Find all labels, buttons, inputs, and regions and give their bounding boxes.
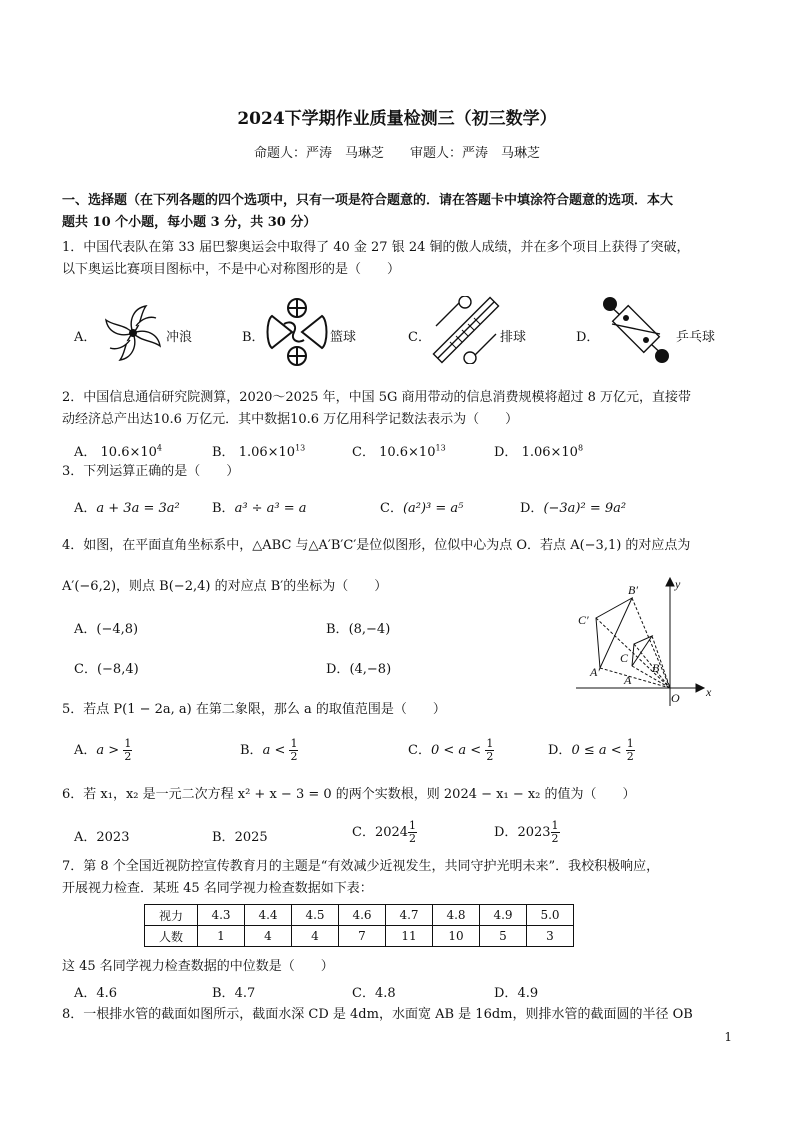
option-base: 1.06×10 <box>521 445 578 460</box>
q7-option-d <box>494 982 538 1001</box>
surfing-icon <box>100 300 166 366</box>
q4-line-1: 4．如图，在平面直角坐标系中，△ABC 与△A′B′C′是位似图形，位似中心为点 O．若点 A(−3,1) 的对应点为 <box>62 538 691 553</box>
q5-option-c <box>408 738 494 763</box>
option-value: 4.9 <box>517 986 539 1001</box>
option-expression: (−4,8) <box>96 622 139 637</box>
table-cell: 4.6 <box>339 905 386 926</box>
option-expression: (a²)³ = a⁵ <box>402 501 464 516</box>
fraction-denominator: 2 <box>409 832 417 845</box>
option-letter: A． <box>74 986 97 1001</box>
option-letter: A． <box>74 622 97 637</box>
fraction-numerator: 1 <box>626 737 634 750</box>
option-letter: D． <box>548 743 572 758</box>
option-label: 排球 <box>500 330 527 345</box>
fraction-denominator: 2 <box>290 750 298 763</box>
table-cell: 人数 <box>145 926 198 947</box>
fraction-numerator: 1 <box>551 819 559 832</box>
option-label: 乒乓球 <box>676 330 716 345</box>
option-expression: (8,−4) <box>348 622 391 637</box>
table-cell: 4.8 <box>433 905 480 926</box>
axis-label-y: y <box>675 577 681 591</box>
q1-line-1: 1．中国代表队在第 33 届巴黎奥运会中取得了 40 金 27 银 24 铜的傲人成绩，并在多个项目上获得了突破， <box>62 240 690 255</box>
option-letter: D． <box>494 825 518 840</box>
option-value: 2024 <box>374 825 409 840</box>
option-expression: a < <box>262 743 286 758</box>
option-letter: A． <box>74 743 97 758</box>
point-label-c: C <box>620 651 629 665</box>
table-cell: 4.5 <box>292 905 339 926</box>
table-cell: 4.7 <box>386 905 433 926</box>
q4-option-c <box>74 658 139 677</box>
table-cell: 11 <box>386 926 433 947</box>
vision-data-table <box>144 904 574 947</box>
q2-line-2: 动经济总产出达10.6 万亿元．其中数据10.6 万亿用科学记数法表示为（ ） <box>62 412 519 427</box>
option-label: 篮球 <box>330 330 357 345</box>
section-heading-line-1: 一、选择题（在下列各题的四个选项中，只有一项是符合题意的．请在答题卡中填涂符合题意的选项．本大 <box>62 193 674 208</box>
option-letter: A． <box>74 501 97 516</box>
volleyball-icon <box>432 296 500 364</box>
q5-stem: 5．若点 P(1 − 2a, a) 在第二象限，那么 a 的取值范围是（ ） <box>62 702 446 717</box>
q6-option-a <box>74 826 129 845</box>
option-letter: C． <box>352 986 375 1001</box>
q7-option-b <box>212 982 255 1001</box>
q2-option-a <box>74 441 162 460</box>
option-expression: (4,−8) <box>349 662 392 677</box>
option-expression: a³ ÷ a³ = a <box>234 501 307 516</box>
q7-option-c <box>352 982 396 1001</box>
option-expression: (−8,4) <box>96 662 139 677</box>
option-letter: B． <box>240 743 263 758</box>
option-exponent: 13 <box>295 443 306 453</box>
q3-option-c <box>380 497 463 516</box>
option-letter: A． <box>74 830 97 845</box>
table-row <box>145 926 574 947</box>
option-letter: D． <box>494 445 518 460</box>
option-expression: 0 ≤ a < <box>571 743 622 758</box>
option-expression: (−3a)² = 9a² <box>543 501 627 516</box>
option-expression: 0 < a < <box>430 743 482 758</box>
option-letter: C． <box>380 501 403 516</box>
option-expression: a > <box>96 743 120 758</box>
q4-option-a <box>74 618 138 637</box>
q2-option-d <box>494 441 583 460</box>
fraction-numerator: 1 <box>124 737 132 750</box>
option-letter: D． <box>576 330 600 345</box>
option-base: 10.6×10 <box>379 445 436 460</box>
option-letter: A． <box>74 445 97 460</box>
fraction-denominator: 2 <box>626 750 634 763</box>
fraction-denominator: 2 <box>551 832 559 845</box>
option-exponent: 4 <box>156 443 163 453</box>
fraction <box>123 738 132 763</box>
table-cell: 4 <box>245 926 292 947</box>
table-cell: 3 <box>527 926 574 947</box>
point-label-b: B <box>652 661 660 675</box>
fraction <box>551 820 560 845</box>
basketball-icon <box>264 296 330 368</box>
option-letter: B． <box>212 830 235 845</box>
point-label-o: O <box>671 691 680 705</box>
table-cell: 4.9 <box>480 905 527 926</box>
fraction-numerator: 1 <box>290 737 298 750</box>
q3-option-b <box>212 497 307 516</box>
table-cell: 4.3 <box>198 905 245 926</box>
table-cell: 4.4 <box>245 905 292 926</box>
option-expression: a + 3a = 3a² <box>96 501 180 516</box>
q7-line-1: 7．第 8 个全国近视防控宣传教育月的主题是“有效减少近视发生，共同守护光明未来”．我校积极响应， <box>62 859 660 874</box>
section-heading-line-2: 题共 10 个小题，每小题 3 分，共 30 分） <box>62 215 317 230</box>
authors-line: 命题人：严涛 马琳芝 审题人：严涛 马琳芝 <box>253 146 540 161</box>
fraction-numerator: 1 <box>409 819 417 832</box>
option-letter: D． <box>520 501 544 516</box>
point-label-a-prime: A′ <box>590 665 600 679</box>
table-cell: 10 <box>433 926 480 947</box>
option-letter: D． <box>326 662 350 677</box>
fraction <box>485 738 494 763</box>
q4-line-2: A′(−6,2)，则点 B(−2,4) 的对应点 B′的坐标为（ ） <box>62 579 388 594</box>
option-letter: C． <box>408 743 431 758</box>
fraction <box>626 738 635 763</box>
table-cell: 5.0 <box>527 905 574 926</box>
q4-option-d <box>326 658 391 677</box>
q2-option-c <box>352 441 446 460</box>
option-letter: C． <box>352 445 375 460</box>
option-value: 4.7 <box>234 986 256 1001</box>
table-cell: 5 <box>480 926 527 947</box>
option-letter: B． <box>242 330 265 345</box>
option-letter: A． <box>74 330 97 345</box>
option-value: 2025 <box>234 830 268 845</box>
option-base: 10.6×10 <box>100 445 157 460</box>
option-value: 2023 <box>96 830 130 845</box>
q3-stem: 3．下列运算正确的是（ ） <box>62 464 240 479</box>
option-letter: B． <box>326 622 349 637</box>
q2-option-b <box>212 441 305 460</box>
q5-option-b <box>240 738 298 763</box>
q2-line-1: 2．中国信息通信研究院测算，2020～2025 年，中国 5G 商用带动的信息消费规模将超过 8 万亿元，直接带 <box>62 390 692 405</box>
point-label-a: A <box>624 673 632 687</box>
option-exponent: 13 <box>435 443 446 453</box>
fraction-numerator: 1 <box>486 737 494 750</box>
page-number: 1 <box>724 1030 732 1044</box>
q7-stem-2: 这 45 名同学视力检查数据的中位数是（ ） <box>62 959 334 974</box>
option-letter: B． <box>212 986 235 1001</box>
option-value: 2023 <box>517 825 551 840</box>
fraction-denominator: 2 <box>486 750 494 763</box>
table-cell: 视力 <box>145 905 198 926</box>
option-value: 4.8 <box>374 986 396 1001</box>
q3-option-a <box>74 497 180 516</box>
q6-option-c <box>352 820 417 845</box>
option-value: 4.6 <box>96 986 118 1001</box>
table-row <box>145 905 574 926</box>
option-letter: C． <box>352 825 375 840</box>
axis-label-x: x <box>706 685 712 699</box>
table-cell: 7 <box>339 926 386 947</box>
q7-option-a <box>74 982 117 1001</box>
page-title: 2024下学期作业质量检测三（初三数学） <box>237 109 557 129</box>
q6-option-b <box>212 826 268 845</box>
option-letter: B． <box>212 445 235 460</box>
option-label: 冲浪 <box>166 330 193 345</box>
q4-option-b <box>326 618 390 637</box>
option-letter: C． <box>74 662 97 677</box>
q5-option-d <box>548 738 635 763</box>
table-cell: 4 <box>292 926 339 947</box>
fraction <box>408 820 417 845</box>
homothety-figure <box>572 572 722 708</box>
q3-option-d <box>520 497 626 516</box>
option-letter: D． <box>494 986 518 1001</box>
table-tennis-icon <box>600 294 672 366</box>
q5-option-a <box>74 738 132 763</box>
table-cell: 1 <box>198 926 245 947</box>
q1-line-2: 以下奥运比赛项目图标中，不是中心对称图形的是（ ） <box>62 262 401 277</box>
option-base: 1.06×10 <box>238 445 296 460</box>
fraction-denominator: 2 <box>124 750 132 763</box>
option-letter: C． <box>408 330 431 345</box>
q6-option-d <box>494 820 560 845</box>
option-letter: B． <box>212 501 235 516</box>
option-exponent: 8 <box>577 443 584 453</box>
q8-line-1: 8．一根排水管的截面如图所示，截面水深 CD 是 4dm，水面宽 AB 是 16dm，则排水管的截面圆的半径 OB <box>62 1007 693 1022</box>
q6-stem: 6．若 x₁，x₂ 是一元二次方程 x² + x − 3 = 0 的两个实数根，则 2024 − x₁ − x₂ 的值为（ ） <box>62 787 636 802</box>
q7-line-2: 开展视力检查．某班 45 名同学视力检查数据如下表： <box>62 881 373 896</box>
fraction <box>289 738 298 763</box>
point-label-c-prime: C′ <box>578 613 589 627</box>
point-label-b-prime: B′ <box>628 583 638 597</box>
